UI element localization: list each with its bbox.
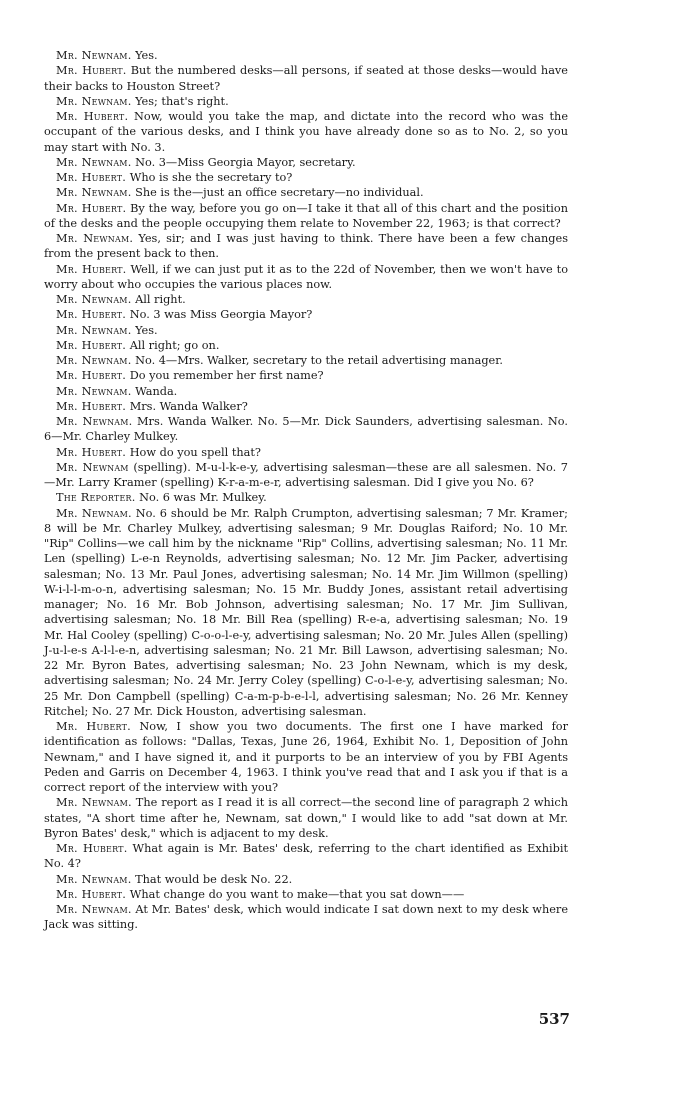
transcript-paragraph bbox=[44, 155, 568, 170]
transcript-paragraph bbox=[44, 902, 568, 933]
transcript-paragraph bbox=[44, 48, 568, 63]
transcript-body bbox=[44, 48, 568, 933]
speaker-name: Mr. Newnam. bbox=[56, 94, 132, 108]
transcript-paragraph bbox=[44, 109, 568, 155]
speaker-name: Mr. Newnam. bbox=[56, 903, 132, 916]
speech-text: Now, would you take the map, and dictate into the record who was the occupant of the various desks, and I think you have already done so as to No. 2, so you may start with No. 3. bbox=[44, 110, 568, 154]
speech-text: How do you spell that? bbox=[129, 445, 261, 459]
transcript-paragraph bbox=[44, 94, 568, 109]
transcript-paragraph bbox=[44, 872, 568, 887]
speech-text: By the way, before you go on—I take it that all of this chart and the position of the desks and the people occupying them relate to November 22, 1963; is that correct? bbox=[44, 201, 568, 230]
speech-text: Yes. bbox=[135, 323, 158, 337]
transcript-paragraph bbox=[44, 63, 568, 94]
speech-text: Mrs. Wanda Walker. No. 5—Mr. Dick Saunders, advertising salesman. No. 6—Mr. Charley Mulkey. bbox=[44, 415, 569, 444]
speaker-name: Mr. Hubert. bbox=[56, 171, 127, 184]
speaker-name: Mr. Newnam. bbox=[56, 293, 132, 306]
speech-text: No. 6 should be Mr. Ralph Crumpton, advertising salesman; 7 Mr. Kramer; 8 will be Mr. Charley Mulkey, advertising salesman; 9 Mr. Douglas Raiford; No. 10 Mr. "Rip" Collins—we call him by the nickname "Rip" Collins, advertising salesman; No. 11 Mr. Len (spelling) L-e-n Reynolds, advertising salesman; No. 12 Mr. Jim Packer, advertising salesman; No. 13 Mr. Paul Jones, advertising salesman; No. 14 Mr. Jim Willmon (spelling) W-i-l-l-m-o-n, advertising salesman; No. 15 Mr. Buddy Jones, assistant retail advertising manager; No. 16 Mr. Bob Johnson, advertising salesman; No. 17 Mr. Jim Sullivan, advertising salesman; No. 18 Mr. Bill Rea (spelling) R-e-a, advertising salesman; No. 19 Mr. Hal Cooley (spelling) C-o-o-l-e-y, advertising salesman; No. 20 Mr. Jules Allen (spelling) J-u-l-e-s A-l-l-e-n, advertising salesman; No. 21 Mr. Bill Lawson, advertising salesman; No. 22 Mr. Byron Bates, advertising salesman; No. 23 John Newnam, which is my desk, advertising salesman; No. 24 Mr. Jerry Coley (spelling) C-o-l-e-y, advertising salesman; No. 25 Mr. Don Campbell (spelling) C-a-m-p-b-e-l-l, advertising salesman; No. 26 Mr. Kenney Ritchel; No. 27 Mr. Dick Houston, advertising salesman. bbox=[44, 506, 568, 718]
speaker-name: The Reporter. bbox=[56, 491, 136, 505]
speaker-name: Mr. Hubert. bbox=[56, 308, 127, 322]
transcript-paragraph bbox=[44, 384, 568, 399]
transcript-paragraph bbox=[44, 399, 568, 414]
speech-text: What again is Mr. Bates' desk, referring to the chart identified as Exhibit No. 4? bbox=[44, 842, 568, 871]
speaker-name: Mr. Newnam. bbox=[56, 49, 132, 62]
speech-text: Yes; that's right. bbox=[135, 94, 229, 108]
page-number: 537 bbox=[538, 1010, 570, 1028]
speaker-name: Mr. Newnam bbox=[56, 460, 129, 474]
transcript-paragraph bbox=[44, 795, 568, 841]
transcript-paragraph bbox=[44, 368, 568, 383]
speech-text: No. 3 was Miss Georgia Mayor? bbox=[129, 308, 313, 322]
speech-text: No. 4—Mrs. Walker, secretary to the retail advertising manager. bbox=[135, 354, 503, 367]
speaker-name: Mr. Newnam. bbox=[56, 155, 132, 169]
speaker-name: Mr. Hubert. bbox=[56, 110, 129, 123]
speech-text: Do you remember her first name? bbox=[129, 369, 324, 383]
transcript-paragraph bbox=[44, 323, 568, 338]
transcript-paragraph bbox=[44, 719, 568, 795]
speech-text: No. 3—Miss Georgia Mayor, secretary. bbox=[135, 155, 356, 169]
speaker-name: Mr. Newnam. bbox=[56, 323, 132, 337]
transcript-paragraph bbox=[44, 307, 568, 322]
transcript-paragraph bbox=[44, 185, 568, 200]
transcript-paragraph bbox=[44, 887, 568, 902]
speaker-name: Mr. Hubert. bbox=[56, 201, 127, 215]
speaker-name: Mr. Newnam. bbox=[56, 872, 132, 886]
speaker-name: Mr. Hubert. bbox=[56, 842, 128, 855]
transcript-paragraph bbox=[44, 170, 568, 185]
speaker-name: Mr. Newnam. bbox=[56, 506, 132, 520]
speaker-name: Mr. Newnam. bbox=[56, 186, 132, 200]
speaker-name: Mr. Newnam. bbox=[56, 384, 132, 398]
speech-text: Now, I show you two documents. The first one I have marked for identification as follows: "Dallas, Texas, June 26, 1964, Exhibit No. 1, Deposition of John Newnam," and I have signed it, and it purports to be an interview of you by FBI Agents Peden and Garris on December 4, 1963. I think you've read that and I ask you if that is a correct report of the interview with you? bbox=[44, 720, 568, 794]
transcript-paragraph bbox=[44, 445, 568, 460]
transcript-paragraph bbox=[44, 414, 568, 445]
transcript-paragraph bbox=[44, 353, 568, 368]
speaker-name: Mr. Newnam. bbox=[56, 354, 132, 367]
speaker-name: Mr. Newnam. bbox=[56, 796, 132, 810]
speech-text: Yes. bbox=[135, 49, 158, 62]
speech-text: All right. bbox=[135, 293, 186, 306]
speaker-name: Mr. Newnam. bbox=[56, 232, 134, 245]
speaker-name: Mr. Hubert. bbox=[56, 338, 127, 352]
speech-text: (spelling). M-u-l-k-e-y, advertising salesman—these are all salesmen. No. 7—Mr. Larry Kramer (spelling) K-r-a-m-e-r, advertising salesman. Did I give you No. 6? bbox=[44, 460, 568, 489]
speaker-name: Mr. Newnam. bbox=[56, 415, 133, 428]
speech-text: No. 6 was Mr. Mulkey. bbox=[139, 491, 267, 505]
speech-text: Who is she the secretary to? bbox=[129, 171, 293, 184]
speech-text: All right; go on. bbox=[129, 338, 220, 352]
speech-text: The report as I read it is all correct—the second line of paragraph 2 which states, "A short time after he, Newnam, sat down," I would like to add "sat down at Mr. Byron Bates' desk," which is adjacent to my desk. bbox=[44, 796, 569, 840]
transcript-paragraph bbox=[44, 201, 568, 232]
speech-text: At Mr. Bates' desk, which would indicate I sat down next to my desk where Jack was sitting. bbox=[44, 903, 569, 932]
transcript-paragraph bbox=[44, 338, 568, 353]
speech-text: Well, if we can just put it as to the 22d of November, then we won't have to worry about who occupies the various places now. bbox=[44, 262, 568, 291]
speech-text: She is the—just an office secretary—no individual. bbox=[135, 186, 424, 200]
speaker-name: Mr. Hubert. bbox=[56, 445, 127, 459]
speech-text: Mrs. Wanda Walker? bbox=[129, 399, 248, 413]
speech-text: But the numbered desks—all persons, if seated at those desks—would have their backs to Houston Street? bbox=[44, 64, 568, 93]
speaker-name: Mr. Hubert. bbox=[56, 720, 131, 733]
speech-text: Yes, sir; and I was just having to think. There have been a few changes from the present back to then. bbox=[44, 232, 568, 261]
transcript-paragraph bbox=[44, 506, 568, 720]
transcript-paragraph bbox=[44, 292, 568, 307]
speech-text: Wanda. bbox=[135, 384, 178, 398]
speaker-name: Mr. Hubert. bbox=[56, 262, 127, 276]
speaker-name: Mr. Hubert. bbox=[56, 887, 127, 901]
transcript-paragraph bbox=[44, 841, 568, 872]
transcript-paragraph bbox=[44, 231, 568, 262]
speaker-name: Mr. Hubert. bbox=[56, 399, 127, 413]
transcript-paragraph bbox=[44, 262, 568, 293]
speech-text: What change do you want to make—that you sat down—— bbox=[129, 887, 465, 901]
transcript-paragraph bbox=[44, 490, 568, 505]
speaker-name: Mr. Hubert. bbox=[56, 64, 127, 78]
speaker-name: Mr. Hubert. bbox=[56, 369, 127, 383]
transcript-paragraph bbox=[44, 460, 568, 491]
speech-text: That would be desk No. 22. bbox=[135, 872, 293, 886]
